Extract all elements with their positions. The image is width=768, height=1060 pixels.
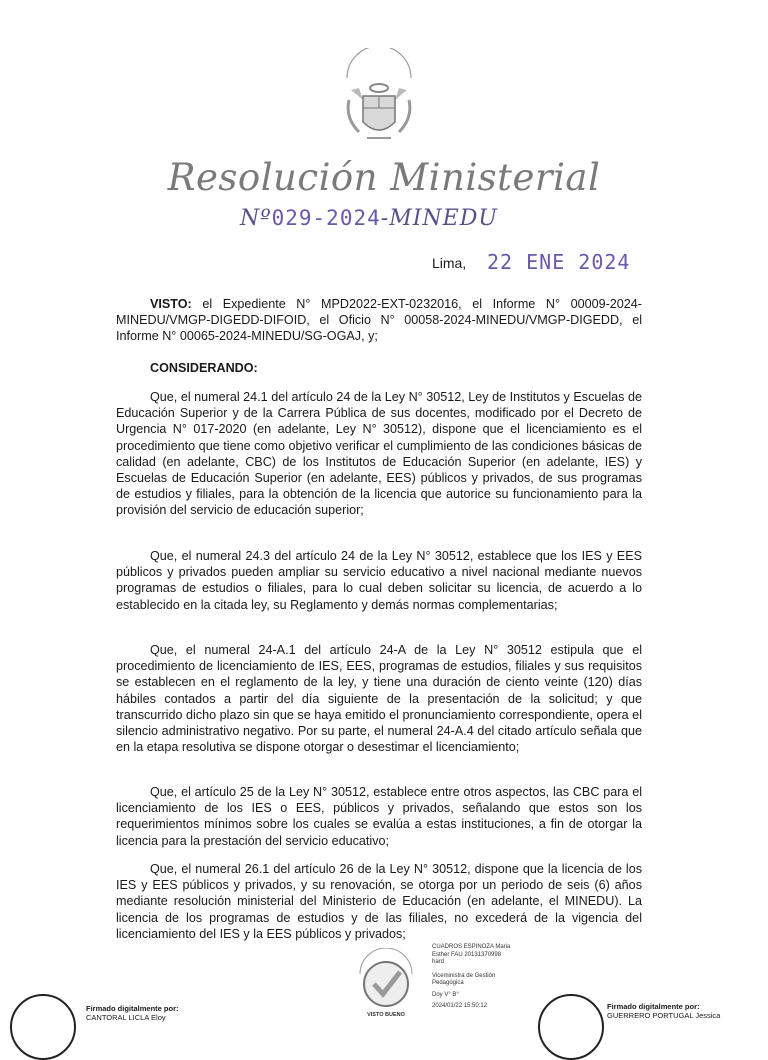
- resolution-number: [240, 206, 498, 231]
- left-signature: [86, 1004, 179, 1022]
- signature-line: hard: [432, 959, 445, 965]
- date-stamp: 22 ENE 2024: [487, 250, 631, 274]
- signature-line: Doy V° B°: [432, 991, 459, 998]
- right-signature-label: Firmado digitalmente por:: [607, 1002, 700, 1011]
- paragraph-text: Que, el numeral 24.1 del artículo 24 de la Ley N° 30512, Ley de Institutos y Escuelas de Educación Superior y de la Carrera Pública de sus docentes, modificado por el Decreto de Urgencia N° 017-2020 (en adelante, Ley N° 30512), dispone que el licenciamiento es el procedimiento que tiene como objetivo verificar el cumplimiento de las condiciones básicas de calidad (en adelante, CBC) de los Institutos de Educación Superior (en adelante, IES) y Escuelas de Educación Superior (en adelante, EES) públicos y privados, de sus programas de estudios y filiales, para la obtención de la licencia que autorice su funcionamiento para la provisión del servicio de educación superior;: [116, 390, 642, 518]
- paragraph: [116, 548, 642, 613]
- resolution-number-prefix: Nº: [240, 206, 272, 231]
- seal-label: VISTO BUENO: [367, 1012, 405, 1018]
- paragraph-text: Que, el artículo 25 de la Ley N° 30512, establece entre otros aspectos, las CBC para el licenciamiento de los IES o EES, públicos y privados, señalando que estos son los requerimientos mínimos sobre los cuales se evalúa a estas instituciones, a fin de otorgar la licencia para la prestación del servicio educativo;: [116, 785, 642, 848]
- paragraph-text: Que, el numeral 24.3 del artículo 24 de la Ley N° 30512, establece que los IES y EES públicos y privados pueden ampliar su servicio educativo a nivel nacional mediante nuevos programas de estudios o filiales, para lo cual deben solicitar su licencia, de acuerdo a lo establecido en la citada ley, su Reglamento y demás normas complementarias;: [116, 549, 642, 612]
- coat-of-arms-icon: [337, 48, 421, 152]
- paragraph: [116, 642, 642, 755]
- considerando-heading: CONSIDERANDO:: [150, 361, 258, 375]
- paragraph-text: Que, el numeral 26.1 del artículo 26 de la Ley N° 30512, dispone que la licencia de los IES y EES públicos y privados, y su renovación, se otorga por un periodo de seis (6) años mediante resolución ministerial del Ministerio de Educación (en adelante, el MINEDU). La licencia de los programas de estudios y de las filiales, no excederá de la vigencia del licenciamiento del IES y la EES públicos y privados;: [116, 862, 642, 941]
- digital-signature-details: [432, 944, 542, 1011]
- paragraph: [116, 784, 642, 849]
- paragraph: [116, 389, 642, 519]
- signature-stamp-icon: [10, 994, 76, 1060]
- signature-line: Viceministra de Gestión: [432, 972, 496, 979]
- right-signature-name: GUERRERO PORTUGAL Jessica: [607, 1011, 721, 1020]
- signature-line: CUADROS ESPINOZA Maria: [432, 944, 511, 950]
- signature-line: 2024/01/22 15:50:12: [432, 1003, 488, 1009]
- resolution-number-stamp: 029-2024: [271, 206, 381, 230]
- signature-line: Esther FAU 20131370998: [432, 951, 502, 958]
- resolution-number-suffix: -MINEDU: [380, 206, 498, 231]
- left-signature-name: CANTORAL LICLA Eloy: [86, 1013, 166, 1022]
- visto-text: el Expediente N° MPD2022-EXT-0232016, el Informe N° 00009-2024-MINEDU/VMGP-DIGEDD-DIFOID, el Oficio N° 00058-2024-MINEDU/VMGP-DIGEDD, el Informe N° 00065-2024-MINEDU/SG-OGAJ, y;: [116, 297, 642, 344]
- paragraph: [116, 861, 642, 942]
- signature-line: Pedagógica: [432, 980, 464, 986]
- place-label: Lima,: [432, 255, 467, 271]
- visto-paragraph: [116, 296, 642, 345]
- signature-stamp-icon: [538, 994, 604, 1060]
- left-signature-label: Firmado digitalmente por:: [86, 1004, 179, 1013]
- right-signature: [607, 1002, 720, 1020]
- visto-label: VISTO:: [150, 297, 192, 311]
- document-title: Resolución Ministerial: [167, 156, 601, 199]
- paragraph-text: Que, el numeral 24-A.1 del artículo 24-A de la Ley N° 30512 estipula que el procedimiento de licenciamiento de IES, EES, programas de estudios, filiales y sus requisitos se establecen en el reglamento de la ley, y tiene una duración de ciento veinte (120) días hábiles contados a partir del día siguiente de la presentación de la solicitud; y que transcurrido dicho plazo sin que se haya emitido el pronunciamiento correspondiente, opera el silencio administrativo negativo. Por su parte, el numeral 24-A.4 del citado artículo señala que en la etapa resolutiva se dispone otorgar o desestimar el licenciamiento;: [116, 643, 642, 755]
